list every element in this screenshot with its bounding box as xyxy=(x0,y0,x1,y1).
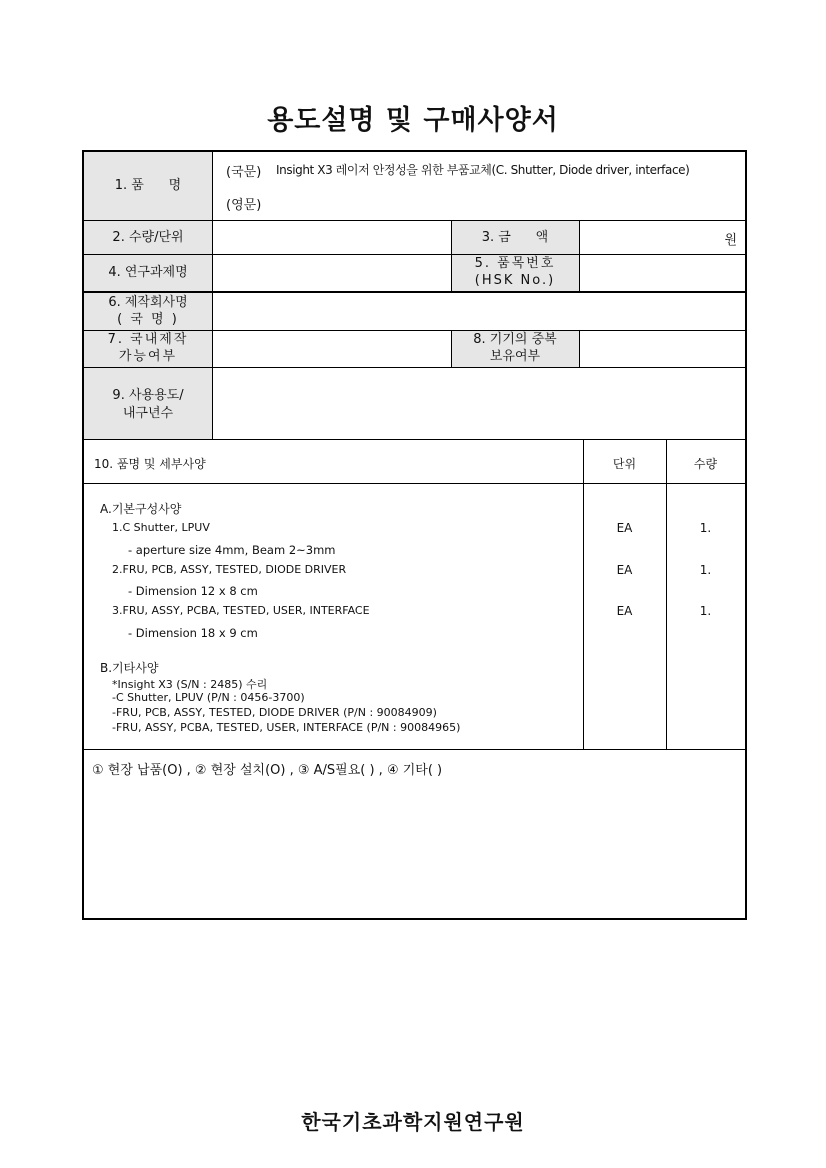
other-line: -FRU, ASSY, PCBA, TESTED, USER, INTERFACE (P/N : 90084965) xyxy=(112,721,461,734)
amount-label: 3. 금 액 xyxy=(481,230,549,245)
basic-item-detail: - Dimension 18 x 9 cm xyxy=(128,626,258,640)
rule xyxy=(84,483,745,484)
rule xyxy=(583,439,584,749)
domestic-label-line2: 가능여부 xyxy=(118,349,178,364)
rule xyxy=(84,291,745,293)
usage-label-line1: 9. 사용용도/ xyxy=(112,388,184,403)
rule xyxy=(579,330,580,367)
document-title: 용도설명 및 구매사양서 xyxy=(267,105,559,136)
item-en-prefix: (영문) xyxy=(226,198,262,213)
rule xyxy=(84,254,745,255)
basic-item-name: 3.FRU, ASSY, PCBA, TESTED, USER, INTERFACE xyxy=(112,604,370,617)
other-line: -FRU, PCB, ASSY, TESTED, DIODE DRIVER (P/N : 90084909) xyxy=(112,706,437,719)
spec-header-title: 10. 품명 및 세부사양 xyxy=(94,457,206,471)
duplicate-label-line1: 8. 기기의 중복 xyxy=(473,332,557,347)
spec-header-qty: 수량 xyxy=(693,457,718,471)
maker-label-line2: ( 국 명 ) xyxy=(117,312,179,327)
item-label: 1. 품 명 xyxy=(114,178,182,193)
domestic-label-line1: 7. 국내제작 xyxy=(107,332,189,347)
spec-form xyxy=(82,150,747,920)
hsk-label-line2: (HSK No.) xyxy=(474,273,556,288)
quantity-unit-label: 2. 수량/단위 xyxy=(112,230,184,245)
basic-item-detail: - Dimension 12 x 8 cm xyxy=(128,584,258,598)
delivery-conditions: ① 현장 납품(O) , ② 현장 설치(O) , ③ A/S필요( ) , ④ 기타( ) xyxy=(92,763,443,778)
basic-item-name: 2.FRU, PCB, ASSY, TESTED, DIODE DRIVER xyxy=(112,563,347,576)
duplicate-label-line2: 보유여부 xyxy=(489,349,541,364)
rule xyxy=(666,439,667,749)
item-kr-prefix: (국문) xyxy=(226,165,262,180)
hsk-label-line1: 5. 품목번호 xyxy=(474,256,556,271)
spec-header-unit: 단위 xyxy=(612,457,637,471)
usage-label-line2: 내구년수 xyxy=(122,406,174,421)
rule xyxy=(84,220,745,221)
other-heading: B.기타사양 xyxy=(100,661,159,675)
basic-item-qty: 1. xyxy=(699,604,712,618)
item-kr-value: Insight X3 레이저 안정성을 위한 부품교체(C. Shutter, Diode driver, interface) xyxy=(276,163,690,177)
other-line: *Insight X3 (S/N : 2485) 수리 xyxy=(112,678,268,691)
basic-item-detail: - aperture size 4mm, Beam 2~3mm xyxy=(128,543,336,557)
basic-item-unit: EA xyxy=(616,521,633,535)
rule xyxy=(84,749,745,750)
rule xyxy=(212,152,213,439)
institution-name: 한국기초과학지원연구원 xyxy=(301,1110,525,1134)
basic-item-unit: EA xyxy=(616,563,633,577)
rule xyxy=(84,367,745,368)
rule xyxy=(579,220,580,291)
maker-label-line1: 6. 제작회사명 xyxy=(108,295,188,310)
basic-item-unit: EA xyxy=(616,604,633,618)
basic-item-name: 1.C Shutter, LPUV xyxy=(112,521,210,534)
basic-heading: A.기본구성사양 xyxy=(100,502,182,516)
basic-item-qty: 1. xyxy=(699,563,712,577)
project-label: 4. 연구과제명 xyxy=(108,265,188,280)
amount-unit: 원 xyxy=(724,233,737,248)
basic-item-qty: 1. xyxy=(699,521,712,535)
other-line: -C Shutter, LPUV (P/N : 0456-3700) xyxy=(112,691,305,704)
rule xyxy=(84,439,745,440)
